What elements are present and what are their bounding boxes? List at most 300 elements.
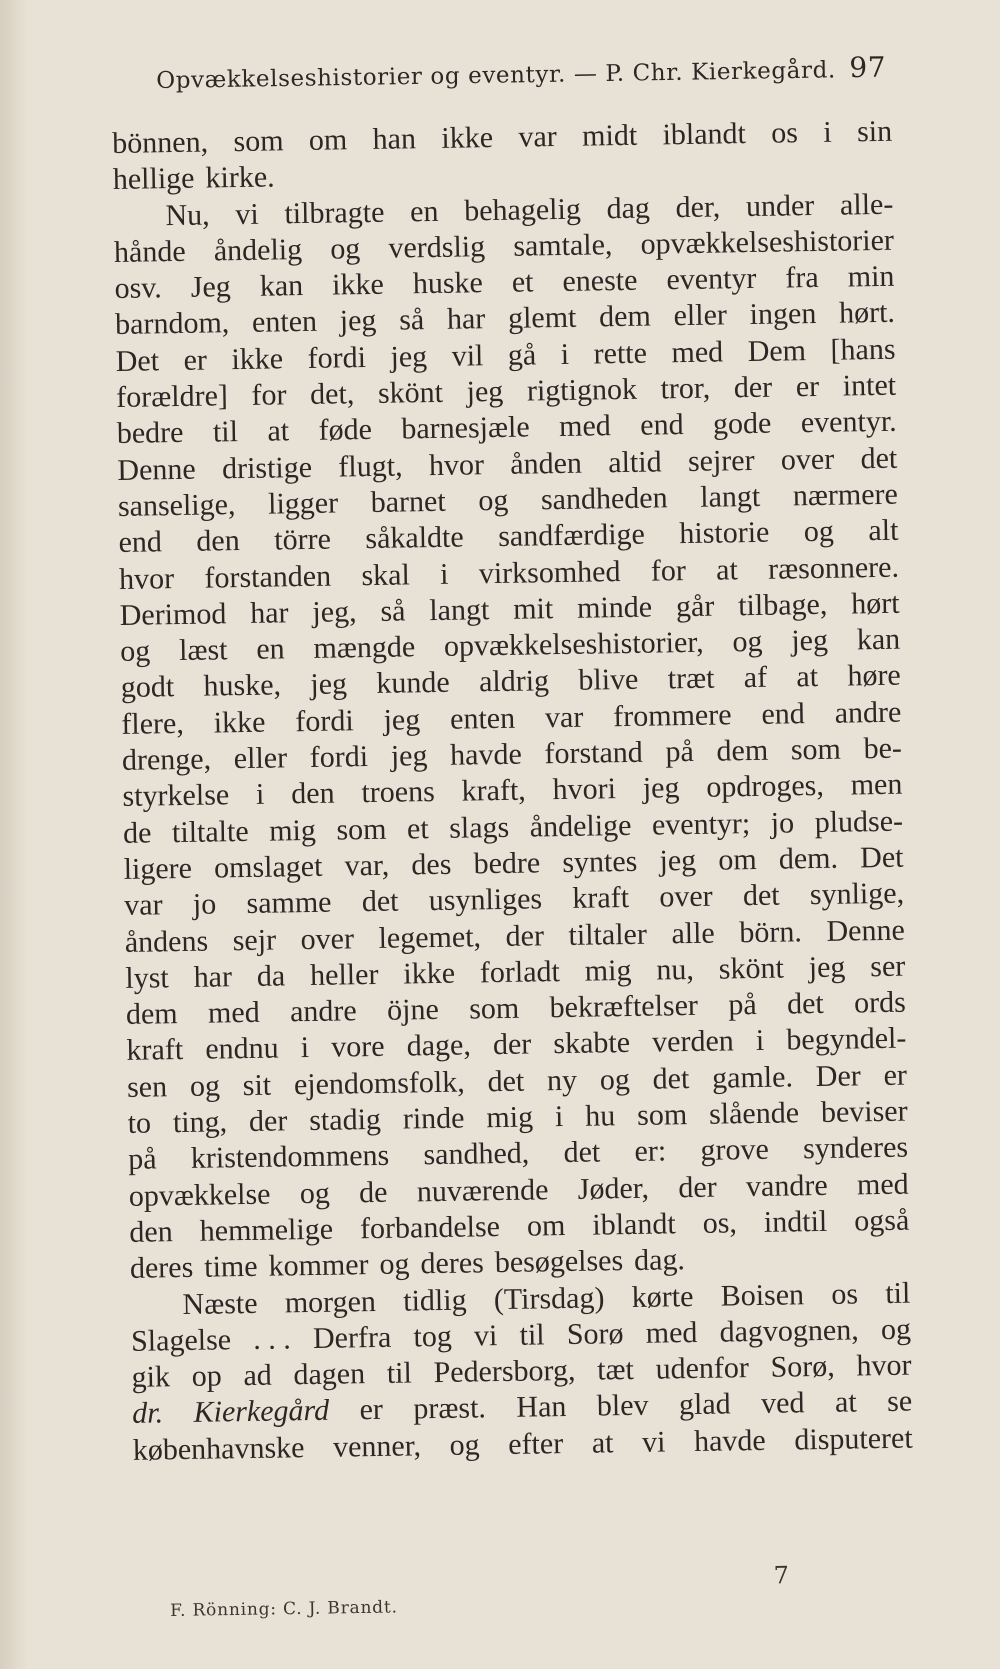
word: forladt: [479, 954, 561, 990]
word: hellige: [112, 162, 195, 197]
word: i: [823, 115, 832, 149]
word: han: [372, 122, 417, 156]
word: og: [478, 483, 509, 518]
word: kristendommens: [190, 1139, 390, 1176]
word: samtale,: [513, 228, 613, 263]
word: tilbage,: [737, 587, 828, 623]
word: hånde: [113, 234, 186, 269]
word: flugt,: [338, 449, 403, 484]
word: Pedersborg,: [433, 1353, 576, 1390]
word: synlige,: [809, 876, 905, 912]
word: sandheden: [540, 481, 668, 517]
word: forstand: [544, 735, 644, 771]
word: efter: [507, 1426, 564, 1461]
word: [hans: [830, 332, 896, 367]
word: sandhed,: [423, 1136, 530, 1172]
word: eventyr;: [651, 806, 751, 842]
word: deres: [420, 1246, 485, 1281]
word: den: [290, 776, 335, 811]
word: deres: [129, 1251, 194, 1286]
word: verdslig: [388, 230, 486, 265]
word: har: [193, 960, 233, 994]
word: og: [189, 1069, 221, 1103]
word: dage,: [406, 1028, 472, 1063]
word: det: [487, 1064, 525, 1098]
word: kraft: [572, 881, 630, 916]
body-text: [112, 114, 913, 1469]
word: (Tirsdag): [493, 1280, 605, 1316]
word: andre: [289, 994, 357, 1029]
word: huske: [412, 266, 484, 301]
word: morgen: [284, 1284, 377, 1319]
word: lyst: [125, 961, 170, 995]
word: hvor: [118, 561, 175, 596]
word: opvækkelse: [128, 1177, 271, 1213]
word: to: [127, 1106, 152, 1140]
word: opdroges,: [706, 769, 825, 805]
word: Sorø,: [770, 1349, 836, 1384]
word: det: [652, 1061, 690, 1096]
word: glad: [678, 1387, 731, 1422]
word: det: [742, 878, 780, 913]
word: nærmere: [792, 477, 899, 513]
word: intet: [842, 368, 897, 403]
word: og: [330, 232, 361, 266]
word: havde: [693, 1423, 766, 1458]
word: er: [183, 343, 208, 377]
word: nu,: [656, 952, 695, 987]
word: öjne: [386, 993, 440, 1027]
word: slags: [448, 810, 510, 845]
word: troens: [361, 775, 436, 810]
word: endnu: [205, 1031, 279, 1067]
word: og: [379, 1247, 410, 1282]
word: ligere: [123, 851, 193, 886]
word: besøgelses: [494, 1244, 624, 1280]
word: Han: [516, 1390, 567, 1425]
word: hemmelige: [199, 1212, 334, 1248]
word: ikke: [231, 342, 284, 376]
word: til: [519, 1318, 545, 1352]
word: drenge,: [121, 742, 212, 777]
word: Slagelse: [130, 1323, 232, 1358]
word: sejrer: [687, 443, 755, 478]
word: frommere: [612, 698, 732, 733]
word: med: [558, 409, 612, 444]
word: hvori: [552, 772, 617, 807]
word: i: [300, 1031, 310, 1065]
word: os,: [702, 1206, 738, 1240]
word: udenfor: [655, 1351, 750, 1386]
word: havde: [449, 737, 523, 772]
word: som: [233, 124, 284, 159]
word: nuværende: [416, 1172, 549, 1208]
word: var: [544, 700, 584, 735]
word: beviser: [820, 1094, 908, 1129]
word: sit: [242, 1068, 272, 1102]
word: end: [639, 408, 684, 443]
word: Det: [115, 344, 160, 378]
word: tror,: [660, 371, 711, 406]
word: . . .: [253, 1322, 292, 1356]
word: osv.: [114, 271, 163, 306]
word: en: [256, 632, 285, 666]
word: kraft: [126, 1033, 184, 1068]
word: i: [255, 778, 265, 812]
word: Det: [859, 840, 904, 875]
word: minde: [576, 590, 653, 625]
word: Næste: [182, 1286, 258, 1321]
word: over: [300, 921, 355, 956]
word: ingen: [749, 297, 817, 332]
word: legemet,: [378, 919, 482, 955]
word: Kierkegård: [193, 1394, 330, 1430]
word: mængde: [313, 630, 416, 666]
word: det: [786, 987, 824, 1021]
word: at: [267, 414, 290, 448]
word: kirke.: [205, 160, 275, 195]
word: slående: [708, 1096, 800, 1131]
word: var,: [344, 848, 390, 883]
word: og: [599, 1062, 631, 1097]
word: rinde: [402, 1101, 465, 1136]
word: til: [885, 1276, 911, 1310]
word: ser: [870, 949, 906, 984]
word: ikke: [403, 956, 456, 991]
word: dr.: [131, 1396, 164, 1431]
word: åndens: [124, 924, 209, 959]
word: dem: [125, 997, 178, 1032]
word: se: [886, 1384, 913, 1419]
word: bekræftelser: [549, 989, 699, 1025]
word: sanselige,: [117, 488, 236, 523]
word: tog: [413, 1319, 453, 1354]
word: skal: [361, 557, 411, 592]
word: alt: [868, 513, 899, 548]
word: med: [645, 1315, 698, 1350]
word: til: [212, 415, 239, 449]
word: i: [439, 557, 449, 591]
word: eventyr: [666, 262, 757, 297]
word: bedre: [473, 846, 541, 881]
word: det,: [309, 377, 355, 411]
word: jeg: [791, 623, 829, 658]
word: stadig: [308, 1102, 382, 1138]
word: træt: [667, 662, 715, 696]
word: indtil: [763, 1204, 828, 1239]
word: også: [854, 1203, 910, 1238]
word: er: [359, 1393, 384, 1427]
word: da: [256, 959, 286, 993]
word: under: [745, 188, 815, 223]
word: flere,: [121, 706, 185, 741]
word: glemt: [507, 301, 577, 336]
word: Jøder,: [577, 1171, 650, 1206]
word: eller: [233, 741, 288, 776]
word: time: [203, 1250, 258, 1284]
word: at: [715, 552, 739, 587]
word: jeg: [310, 667, 348, 702]
word: jeg: [390, 739, 428, 773]
word: hørt.: [838, 296, 896, 331]
word: for: [650, 553, 687, 588]
word: samme: [246, 885, 332, 921]
word: i: [554, 1100, 564, 1134]
word: jeg: [339, 304, 377, 338]
word: jeg,: [312, 595, 357, 629]
word: for: [251, 378, 287, 412]
word: ting,: [172, 1105, 228, 1140]
page-footer: [170, 1561, 790, 1621]
word: min: [847, 259, 895, 294]
word: åndelig: [213, 232, 303, 268]
word: Dem: [747, 333, 807, 368]
word: vil: [451, 338, 484, 373]
word: dag.: [633, 1243, 686, 1278]
word: og: [880, 1312, 912, 1346]
word: sandfærdige: [497, 517, 646, 554]
word: usynliges: [428, 882, 543, 918]
word: heller: [309, 957, 379, 992]
word: andre: [834, 695, 902, 730]
word: der: [733, 370, 773, 405]
word: vi: [235, 197, 259, 231]
word: blev: [596, 1389, 649, 1423]
word: barnet: [370, 484, 446, 519]
word: Boisen: [720, 1277, 805, 1313]
word: mig: [268, 813, 317, 848]
word: til: [386, 1356, 413, 1390]
word: det: [563, 1135, 601, 1170]
word: tidlig: [402, 1283, 467, 1318]
word: mig: [486, 1100, 534, 1135]
word: forbandelse: [359, 1209, 501, 1246]
word: sen: [126, 1069, 168, 1104]
word: om: [526, 1208, 566, 1243]
word: føde: [318, 413, 373, 448]
word: en: [409, 194, 439, 228]
word: mig: [584, 953, 632, 988]
word: end: [761, 696, 806, 731]
word: syntes: [562, 844, 638, 879]
word: sin: [856, 114, 893, 149]
word: venner,: [332, 1428, 422, 1464]
running-header: [156, 51, 886, 96]
word: historie: [679, 515, 770, 551]
word: börn.: [739, 914, 803, 949]
word: barnesjæle: [401, 410, 530, 446]
word: på: [127, 1142, 157, 1177]
word: ved: [760, 1386, 805, 1421]
word: Nu,: [165, 198, 210, 232]
word: langt: [699, 479, 761, 514]
word: jeg: [659, 843, 697, 878]
word: kommer: [268, 1248, 369, 1283]
word: dem: [598, 300, 652, 334]
word: over: [659, 879, 713, 914]
word: kan: [856, 622, 901, 657]
word: vandre: [745, 1168, 828, 1203]
word: vi: [641, 1425, 666, 1459]
word: jeg: [642, 771, 680, 806]
word: høre: [847, 659, 901, 693]
word: ræsonnere.: [767, 550, 900, 586]
word: at: [796, 660, 819, 694]
word: synderes: [802, 1130, 909, 1166]
word: på: [665, 734, 695, 769]
word: des: [411, 847, 452, 882]
word: fordi: [307, 340, 367, 375]
word: alle: [671, 916, 715, 950]
word: som: [790, 732, 842, 767]
word: kan: [259, 269, 304, 303]
word: og: [732, 625, 763, 659]
word: skönt: [718, 951, 785, 986]
word: som: [636, 1098, 688, 1132]
word: de: [358, 1175, 388, 1209]
word: med: [207, 995, 260, 1030]
word: sejr: [232, 923, 277, 957]
word: Sorø: [566, 1316, 624, 1351]
word: blive: [578, 663, 639, 698]
word: at: [834, 1385, 857, 1420]
word: om: [718, 842, 757, 877]
word: styrkelse: [122, 778, 230, 814]
word: Jeg: [190, 270, 232, 304]
word: så: [380, 594, 406, 628]
word: et: [406, 811, 429, 846]
word: opvækkelseshistorier,: [443, 625, 704, 664]
word: törre: [273, 522, 332, 557]
word: godt: [120, 670, 175, 705]
word: der: [248, 1104, 288, 1138]
word: det: [860, 441, 898, 475]
word: de: [122, 816, 152, 850]
word: gode: [712, 407, 772, 441]
word: kørte: [631, 1279, 694, 1314]
word: et: [511, 265, 534, 299]
word: rigtignok: [526, 372, 638, 408]
word: hvor: [428, 447, 485, 482]
word: går: [675, 589, 715, 624]
word: dag: [606, 191, 651, 225]
word: aldrig: [478, 664, 550, 699]
word: med: [671, 335, 724, 370]
word: ligger: [267, 486, 339, 521]
word: ad: [243, 1358, 273, 1393]
word: altid: [607, 445, 662, 479]
word: har: [446, 302, 486, 337]
running-title: Opvækkelseshistorier og eventyr. — P. Chr. Kierkegård.: [156, 57, 837, 94]
word: ikke: [441, 121, 494, 155]
word: Denne: [826, 913, 905, 948]
word: Derimod: [119, 597, 227, 632]
word: og: [449, 1428, 480, 1462]
word: enten: [449, 701, 516, 736]
word: pludse-: [814, 804, 904, 839]
word: fordi: [295, 704, 354, 738]
word: med: [856, 1167, 909, 1202]
word: be-: [863, 731, 903, 766]
word: alle-: [839, 187, 894, 222]
word: tilbragte: [284, 195, 385, 230]
word: mit: [512, 591, 554, 626]
word: tiltaler: [568, 917, 648, 952]
word: virksomhed: [478, 554, 621, 590]
word: tæt: [596, 1353, 635, 1387]
word: som: [336, 812, 387, 847]
word: at: [591, 1425, 614, 1460]
word: læst: [178, 633, 228, 668]
word: den: [196, 524, 240, 558]
word: dem: [716, 733, 769, 768]
word: grove: [700, 1133, 770, 1168]
word: iblandt: [592, 1207, 676, 1242]
word: dagen: [293, 1357, 366, 1392]
word: disputeret: [794, 1421, 913, 1457]
word: såkaldte: [365, 520, 464, 556]
word: i: [755, 1024, 765, 1058]
word: bönnen,: [112, 125, 209, 160]
word: os: [831, 1276, 859, 1311]
word: eneste: [562, 263, 638, 299]
word: omslaget: [213, 849, 323, 885]
word: gamle.: [711, 1060, 794, 1095]
word: ikke: [331, 267, 385, 302]
word: men: [850, 768, 903, 802]
word: og: [803, 514, 835, 549]
word: jeg: [383, 702, 421, 737]
word: dagvognen,: [719, 1313, 859, 1349]
word: bedre: [116, 416, 184, 451]
word: gå: [507, 338, 537, 372]
word: barndom,: [114, 306, 230, 342]
word: om: [308, 123, 348, 157]
word: eller: [673, 298, 728, 333]
word: hu: [584, 1099, 616, 1133]
word: hørt: [850, 586, 900, 621]
word: ånden: [510, 446, 583, 481]
word: ikke: [213, 705, 266, 740]
word: rette: [593, 336, 648, 371]
word: jeg: [390, 339, 428, 374]
footer-author-note: F. Rönning: C. J. Brandt.: [170, 1597, 398, 1621]
word: har: [249, 596, 289, 630]
word: forstanden: [204, 559, 332, 595]
word: skabte: [553, 1026, 631, 1061]
word: der: [505, 918, 545, 953]
word: kunde: [376, 666, 450, 701]
word: der: [492, 1027, 532, 1062]
word: langt: [429, 592, 490, 627]
word: fordi: [309, 740, 369, 775]
word: københavnske: [132, 1430, 305, 1467]
page-number: 97: [849, 50, 887, 85]
signature-mark: 7: [773, 1561, 790, 1590]
word: jeg: [808, 950, 846, 984]
word: Derfra: [312, 1320, 392, 1355]
word: det: [361, 884, 399, 919]
word: jo: [192, 887, 217, 922]
word: dem.: [778, 841, 839, 876]
word: vore: [330, 1030, 385, 1065]
word: dristige: [221, 450, 313, 485]
word: var: [123, 888, 163, 923]
word: den: [129, 1215, 173, 1249]
word: som: [468, 991, 520, 1026]
word: jo: [770, 806, 795, 840]
word: skönt: [377, 375, 444, 410]
